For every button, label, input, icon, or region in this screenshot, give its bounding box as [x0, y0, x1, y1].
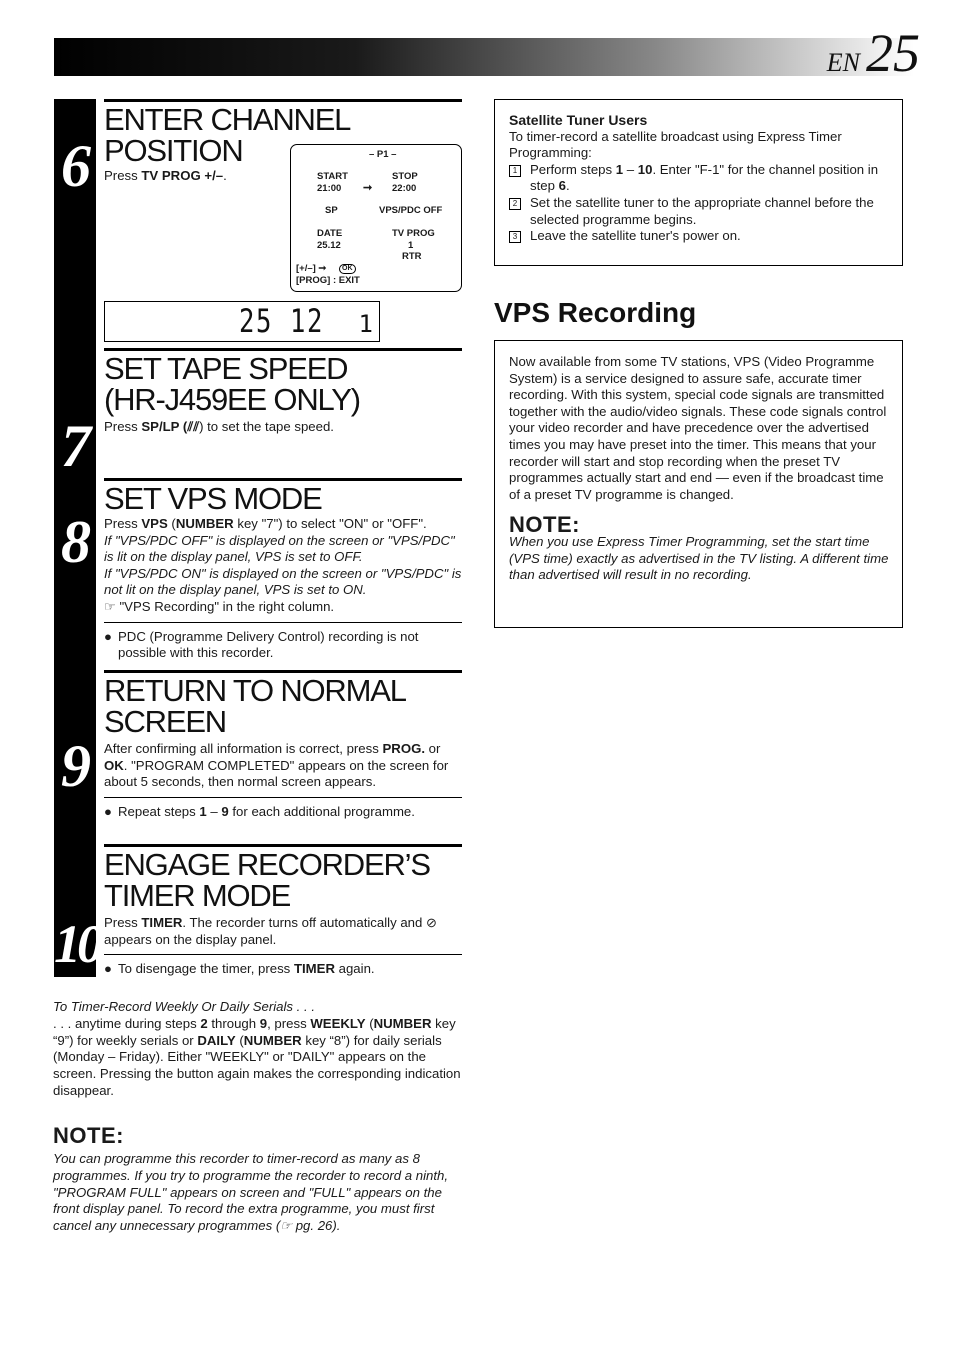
serials-heading: To Timer-Record Weekly Or Daily Serials . . .	[53, 999, 315, 1014]
satellite-title: Satellite Tuner Users	[509, 112, 648, 128]
step-6-title: ENTER CHANNEL POSITION	[104, 102, 350, 168]
satellite-intro: To timer-record a satellite broadcast using Express Timer Programming:	[509, 128, 842, 161]
step-10	[104, 844, 462, 978]
serials-text: . . . anytime during steps 2 through 9, press WEEKLY (NUMBER key “9”) for weekly serials or DAILY (NUMBER key “8”) for daily serials (Monday – Friday). Either "WEEKLY" or "DAILY" appears on the screen. Pressing the button again makes the corresponding indication disappear.	[53, 1015, 461, 1098]
number-box-icon: 1	[509, 165, 521, 177]
display-panel	[104, 301, 380, 342]
step-9-text: After confirming all information is correct, press PROG. or OK. "PROGRAM COMPLETED" appears on the screen for about 5 seconds, then normal screen appears.	[104, 741, 449, 790]
note-text: You can programme this recorder to timer-record as many as 8 programmes. If you try to programme the recorder to record a ninth, "PROGRAM FULL" appears on screen and "FULL" appears on the front display panel. To record the extra programme, you must first cancel any unnecessary programmes (☞ pg. 26).	[53, 1151, 449, 1234]
serials-section	[53, 999, 463, 1100]
vps-note	[509, 512, 889, 583]
osd-start-value: 21:00	[317, 183, 342, 194]
on-screen-display	[290, 144, 462, 292]
step-number-8: 8	[61, 509, 91, 575]
osd-speed: SP	[325, 205, 338, 216]
step-8-off-note: If "VPS/PDC OFF" is displayed on the screen or "VPS/PDC" is lit on the display panel, VPS is set to OFF.	[104, 532, 455, 565]
satellite-item-1: 1 Perform steps 1 – 10. Enter "F-1" for the channel position in step 6.	[509, 162, 891, 195]
step-number-7: 7	[61, 413, 91, 479]
step-10-title-1: ENGAGE RECORDER’S	[104, 847, 430, 882]
step-7-text: Press SP/LP (⫽⫽) to set the tape speed.	[104, 419, 334, 434]
osd-stop-value: 22:00	[392, 183, 417, 194]
header-bar	[54, 38, 914, 76]
step-8-bullet: ● PDC (Programme Delivery Control) recording is not possible with this recorder.	[104, 622, 462, 662]
vps-heading: VPS Recording	[494, 297, 697, 328]
osd-tvprog-value: 1	[408, 240, 414, 251]
step-9-title-2: SCREEN	[104, 704, 226, 739]
step-6-text: Press TV PROG +/–.	[104, 168, 227, 183]
lcd-channel: 1	[358, 310, 373, 338]
step-10-title-2: TIMER MODE	[104, 878, 291, 913]
bullet-icon: ●	[104, 628, 112, 644]
step-10-text: Press TIMER. The recorder turns off automatically and ⊘ appears on the display panel.	[104, 915, 438, 947]
language-code: EN	[826, 48, 860, 77]
satellite-item-3: 3 Leave the satellite tuner's power on.	[509, 228, 891, 245]
vps-box	[494, 340, 903, 628]
step-8	[104, 478, 462, 662]
step-10-bullet: ● To disengage the timer, press TIMER again.	[104, 954, 462, 978]
bullet-icon: ●	[104, 803, 112, 819]
lcd-date: 25 12	[239, 302, 325, 340]
note-section	[53, 1123, 465, 1235]
step-9	[104, 670, 462, 820]
vps-note-text: When you use Express Timer Programming, set the start time (VPS time) exactly as advertised in the TV listing. A different time than advertised will result in no recording.	[509, 533, 889, 583]
osd-stop-label: STOP	[392, 171, 418, 182]
arrow-icon: ➞	[363, 182, 373, 194]
timer-icon: ⊘	[426, 915, 438, 930]
ok-icon: OK	[339, 264, 356, 274]
tape-speed-icon: ⫽⫽	[187, 419, 200, 434]
satellite-item-2: 2 Set the satellite tuner to the appropriate channel before the selected programme begins.	[509, 195, 891, 228]
step-9-bullet: ● Repeat steps 1 – 9 for each additional programme.	[104, 797, 462, 821]
osd-date-value: 25.12	[317, 240, 341, 251]
step-number-6: 6	[61, 133, 91, 199]
step-number-10: 10	[54, 914, 100, 974]
step-number-9: 9	[61, 733, 91, 799]
osd-nav-plusminus: [+/–] ➞	[296, 263, 327, 274]
vps-body: Now available from some TV stations, VPS (Video Programme System) is a service designed to assure safe, accurate timer recording. With this system, special code signals are transmitted together with the audio/video signals. These code signals control your video recorder and have precedence over the advertised times you may have preset into the timer. This means that your recorder will start and stop recording when the preset TV programmes actually start and end — even if the broadcast time of a preset TV programme is changed.	[509, 354, 887, 502]
satellite-box	[494, 99, 903, 266]
osd-date-label: DATE	[317, 228, 343, 239]
bullet-icon: ●	[104, 961, 112, 977]
vps-note-heading: NOTE:	[509, 512, 580, 538]
step-9-title-1: RETURN TO NORMAL	[104, 673, 406, 708]
osd-tvprog-label: TV PROG	[392, 228, 435, 239]
step-8-ref: ☞ "VPS Recording" in the right column.	[104, 598, 335, 614]
step-8-text: Press VPS (NUMBER key "7") to select "ON" or "OFF".	[104, 516, 427, 531]
osd-rtr: RTR	[402, 251, 422, 262]
osd-start-label: START	[317, 171, 348, 182]
note-heading: NOTE:	[53, 1123, 124, 1148]
step-7-title-1: SET TAPE SPEED	[104, 351, 348, 386]
step-7	[104, 348, 462, 436]
number-box-icon: 2	[509, 198, 521, 210]
step-7-title-2: (HR-J459EE ONLY)	[104, 382, 360, 417]
page-num: 25	[866, 23, 920, 83]
step-8-title: SET VPS MODE	[104, 481, 322, 516]
step-8-on-note: If "VPS/PDC ON" is displayed on the screen or "VPS/PDC" is not lit on the display panel, VPS is set to ON.	[104, 565, 462, 598]
osd-vps: VPS/PDC OFF	[379, 205, 443, 216]
page-number	[826, 23, 920, 83]
osd-nav-exit: [PROG] : EXIT	[296, 275, 360, 286]
osd-prog: – P1 –	[369, 149, 397, 160]
number-box-icon: 3	[509, 231, 521, 243]
